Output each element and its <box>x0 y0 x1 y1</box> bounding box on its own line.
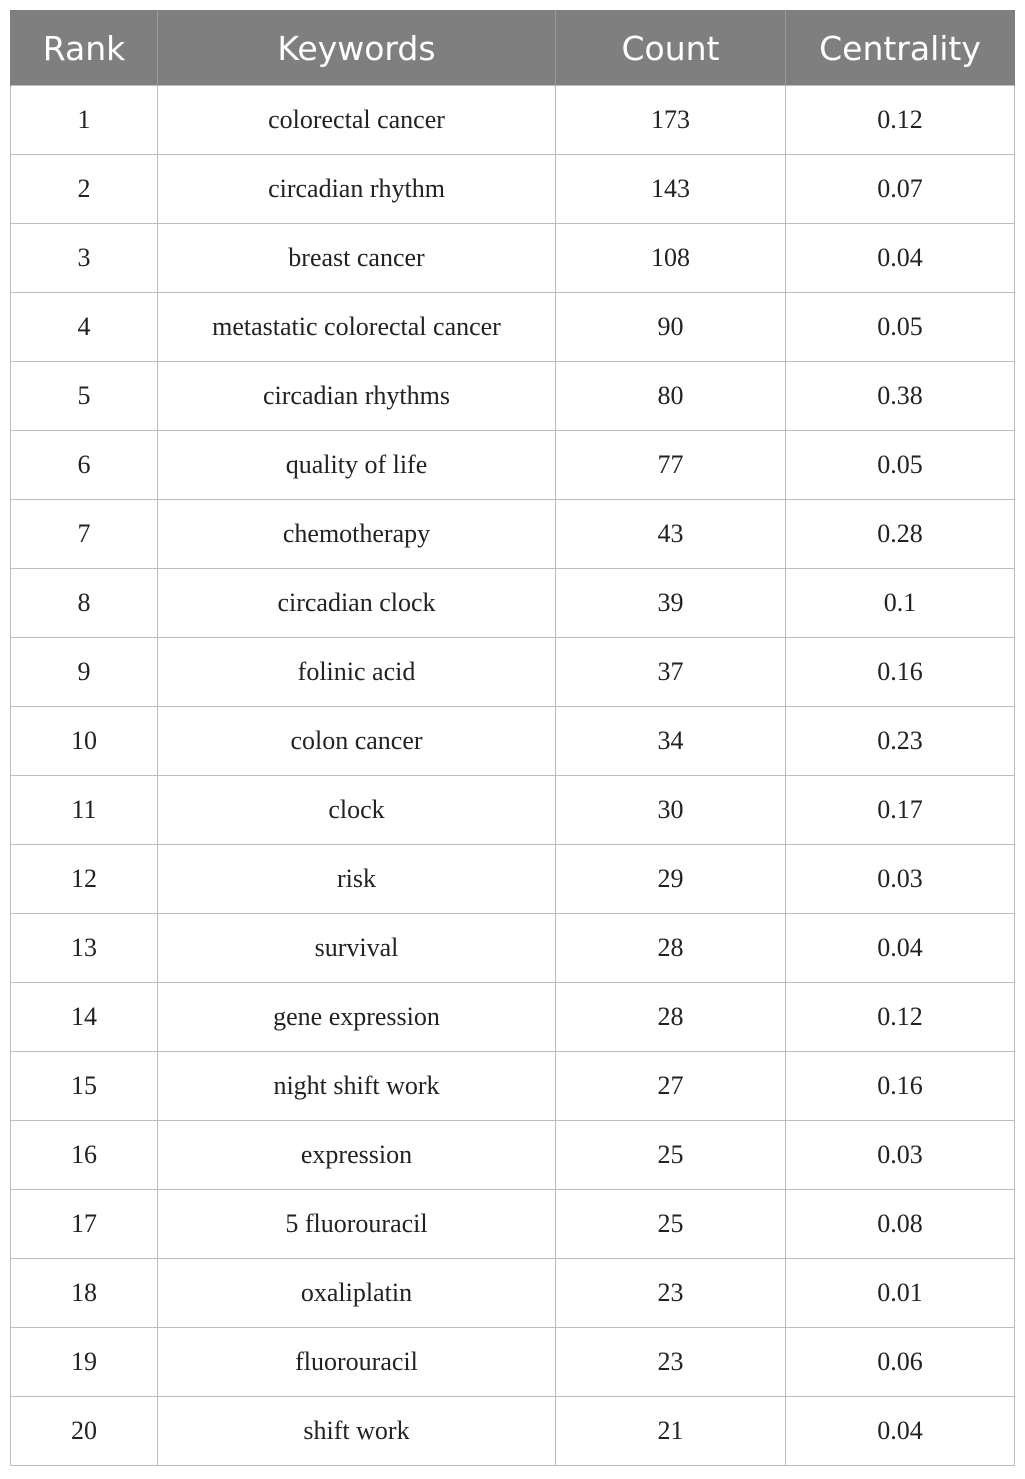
count-cell: 80 <box>556 362 786 431</box>
table-row <box>11 707 1015 776</box>
keyword-cell: night shift work <box>158 1052 556 1121</box>
keyword-cell: metastatic colorectal cancer <box>158 293 556 362</box>
keyword-cell: circadian rhythms <box>158 362 556 431</box>
centrality-cell: 0.08 <box>786 1190 1015 1259</box>
keyword-cell: expression <box>158 1121 556 1190</box>
table-row <box>11 500 1015 569</box>
centrality-cell: 0.01 <box>786 1259 1015 1328</box>
keyword-cell: risk <box>158 845 556 914</box>
keyword-cell: survival <box>158 914 556 983</box>
rank-cell: 10 <box>11 707 158 776</box>
header-centrality: Centrality <box>786 11 1015 86</box>
table-row <box>11 1121 1015 1190</box>
centrality-cell: 0.04 <box>786 914 1015 983</box>
keyword-cell: chemotherapy <box>158 500 556 569</box>
centrality-cell: 0.12 <box>786 86 1015 155</box>
keyword-cell: breast cancer <box>158 224 556 293</box>
keyword-cell: circadian rhythm <box>158 155 556 224</box>
rank-cell: 9 <box>11 638 158 707</box>
centrality-cell: 0.05 <box>786 293 1015 362</box>
header-row <box>11 11 1015 86</box>
keyword-cell: circadian clock <box>158 569 556 638</box>
table-row <box>11 224 1015 293</box>
table-body <box>11 86 1015 1466</box>
rank-cell: 20 <box>11 1397 158 1466</box>
header-rank: Rank <box>11 11 158 86</box>
count-cell: 25 <box>556 1190 786 1259</box>
table-row <box>11 638 1015 707</box>
centrality-cell: 0.16 <box>786 1052 1015 1121</box>
count-cell: 23 <box>556 1259 786 1328</box>
count-cell: 21 <box>556 1397 786 1466</box>
centrality-cell: 0.28 <box>786 500 1015 569</box>
keyword-cell: oxaliplatin <box>158 1259 556 1328</box>
count-cell: 77 <box>556 431 786 500</box>
count-cell: 90 <box>556 293 786 362</box>
rank-cell: 16 <box>11 1121 158 1190</box>
header-count: Count <box>556 11 786 86</box>
count-cell: 28 <box>556 914 786 983</box>
count-cell: 37 <box>556 638 786 707</box>
centrality-cell: 0.16 <box>786 638 1015 707</box>
table-row <box>11 1397 1015 1466</box>
centrality-cell: 0.07 <box>786 155 1015 224</box>
rank-cell: 1 <box>11 86 158 155</box>
rank-cell: 6 <box>11 431 158 500</box>
centrality-cell: 0.06 <box>786 1328 1015 1397</box>
count-cell: 23 <box>556 1328 786 1397</box>
centrality-cell: 0.12 <box>786 983 1015 1052</box>
rank-cell: 2 <box>11 155 158 224</box>
header-keywords: Keywords <box>158 11 556 86</box>
rank-cell: 18 <box>11 1259 158 1328</box>
count-cell: 30 <box>556 776 786 845</box>
rank-cell: 17 <box>11 1190 158 1259</box>
keyword-cell: shift work <box>158 1397 556 1466</box>
table-row <box>11 1259 1015 1328</box>
table-row <box>11 293 1015 362</box>
centrality-cell: 0.1 <box>786 569 1015 638</box>
centrality-cell: 0.03 <box>786 845 1015 914</box>
rank-cell: 12 <box>11 845 158 914</box>
table-row <box>11 845 1015 914</box>
rank-cell: 7 <box>11 500 158 569</box>
count-cell: 43 <box>556 500 786 569</box>
count-cell: 29 <box>556 845 786 914</box>
table-row <box>11 86 1015 155</box>
table-row <box>11 155 1015 224</box>
keyword-cell: clock <box>158 776 556 845</box>
rank-cell: 3 <box>11 224 158 293</box>
keyword-cell: colon cancer <box>158 707 556 776</box>
table-row <box>11 1328 1015 1397</box>
table-row <box>11 1190 1015 1259</box>
rank-cell: 11 <box>11 776 158 845</box>
centrality-cell: 0.03 <box>786 1121 1015 1190</box>
centrality-cell: 0.38 <box>786 362 1015 431</box>
rank-cell: 8 <box>11 569 158 638</box>
keyword-cell: folinic acid <box>158 638 556 707</box>
count-cell: 39 <box>556 569 786 638</box>
centrality-cell: 0.23 <box>786 707 1015 776</box>
centrality-cell: 0.04 <box>786 224 1015 293</box>
count-cell: 173 <box>556 86 786 155</box>
keyword-cell: gene expression <box>158 983 556 1052</box>
count-cell: 108 <box>556 224 786 293</box>
count-cell: 28 <box>556 983 786 1052</box>
count-cell: 34 <box>556 707 786 776</box>
table-row <box>11 914 1015 983</box>
table-row <box>11 776 1015 845</box>
count-cell: 27 <box>556 1052 786 1121</box>
rank-cell: 13 <box>11 914 158 983</box>
rank-cell: 19 <box>11 1328 158 1397</box>
keywords-table <box>10 10 1015 1466</box>
table-row <box>11 983 1015 1052</box>
count-cell: 25 <box>556 1121 786 1190</box>
table-row <box>11 1052 1015 1121</box>
centrality-cell: 0.04 <box>786 1397 1015 1466</box>
table-row <box>11 431 1015 500</box>
keyword-cell: colorectal cancer <box>158 86 556 155</box>
rank-cell: 14 <box>11 983 158 1052</box>
rank-cell: 4 <box>11 293 158 362</box>
centrality-cell: 0.05 <box>786 431 1015 500</box>
keyword-cell: fluorouracil <box>158 1328 556 1397</box>
rank-cell: 15 <box>11 1052 158 1121</box>
rank-cell: 5 <box>11 362 158 431</box>
keyword-cell: 5 fluorouracil <box>158 1190 556 1259</box>
table-row <box>11 569 1015 638</box>
keyword-cell: quality of life <box>158 431 556 500</box>
table-row <box>11 362 1015 431</box>
count-cell: 143 <box>556 155 786 224</box>
centrality-cell: 0.17 <box>786 776 1015 845</box>
